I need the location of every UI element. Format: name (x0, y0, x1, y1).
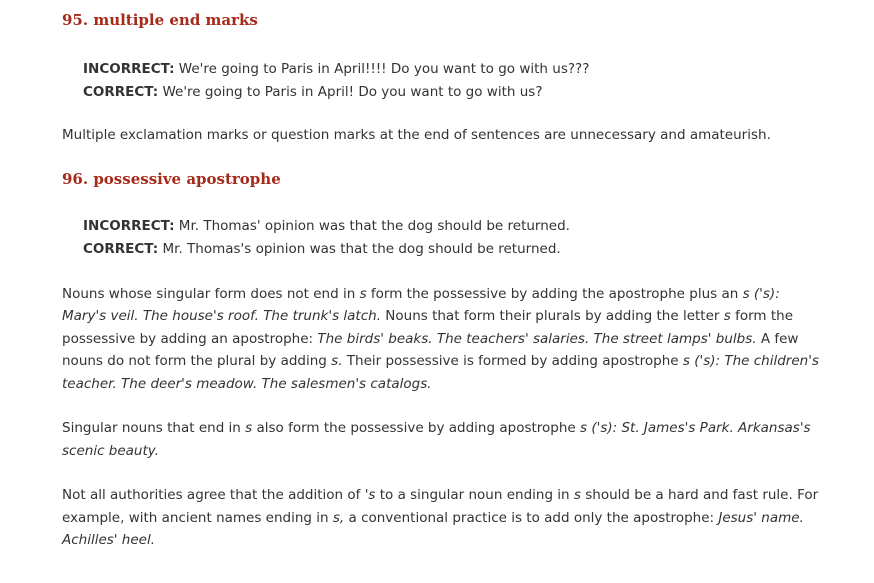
text-run: to a singular noun ending in (375, 487, 574, 503)
examples-block-95 (62, 58, 822, 104)
text-run: A few nouns do not form the plural by adding (62, 330, 799, 369)
section-paragraph-96-plural-rules (62, 283, 822, 396)
text-run: Not all authorities agree that the addition of (62, 487, 365, 503)
incorrect-text: We're going to Paris in April!!!! Do you want to go with us??? (174, 61, 590, 77)
text-run: Nouns whose singular form does not end in (62, 285, 360, 302)
correct-label: CORRECT: (83, 240, 159, 257)
italic-run: s (573, 487, 581, 503)
section-paragraph-96-authorities (62, 484, 822, 552)
examples-block-96 (62, 215, 822, 261)
incorrect-example (83, 58, 822, 81)
correct-text: We're going to Paris in April! Do you want to go with us? (158, 84, 543, 100)
incorrect-label: INCORRECT: (83, 61, 175, 77)
section-heading-96: 96. possessive apostrophe (62, 169, 281, 188)
italic-run: The birds' beaks. The teachers' salaries. The street lamps' bulbs. (317, 330, 757, 347)
section-heading-95: 95. multiple end marks (62, 11, 258, 29)
italic-run: s ('s): The children's teacher. The deer's meadow. The salesmen's catalogs. (62, 353, 819, 392)
correct-label: CORRECT: (83, 84, 159, 100)
text-run: also form the possessive by adding apostrophe (252, 420, 581, 436)
section-paragraph-96-singular-s (62, 417, 822, 462)
italic-run: 's (364, 487, 376, 503)
italic-run: s (723, 308, 731, 324)
text-run: form the possessive by adding the apostrophe plus an (366, 285, 743, 302)
section-paragraph-95: Multiple exclamation marks or question marks at the end of sentences are unnecessary and amateurish. (62, 127, 771, 143)
text-run: Singular nouns that end in (62, 420, 246, 436)
correct-text: Mr. Thomas's opinion was that the dog should be returned. (158, 240, 561, 257)
italic-run: Jesus' name. Achilles' heel. (62, 509, 804, 548)
text-run: Their possessive is formed by adding apostrophe (342, 353, 683, 369)
text-run: a conventional practice is to add only the apostrophe: (344, 509, 719, 526)
italic-run: s (245, 420, 253, 436)
text-run: should be a hard and fast rule. For example, with ancient names ending in (62, 487, 819, 526)
italic-run: s, (332, 509, 345, 526)
incorrect-text: Mr. Thomas' opinion was that the dog should be returned. (174, 217, 570, 234)
incorrect-label: INCORRECT: (83, 217, 175, 234)
incorrect-example (83, 215, 822, 238)
italic-run: s ('s): St. James's Park. Arkansas's scenic beauty. (62, 420, 811, 459)
article-content (62, 10, 822, 552)
italic-run: s. (331, 353, 343, 369)
correct-example (83, 81, 822, 104)
italic-run: s (359, 285, 367, 302)
text-run: form the possessive by adding an apostrophe: (62, 308, 793, 347)
italic-run: s ('s): Mary's veil. The house's roof. The trunk's latch. (62, 285, 780, 324)
text-run: Nouns that form their plurals by adding the letter (380, 308, 724, 324)
correct-example (83, 238, 822, 261)
